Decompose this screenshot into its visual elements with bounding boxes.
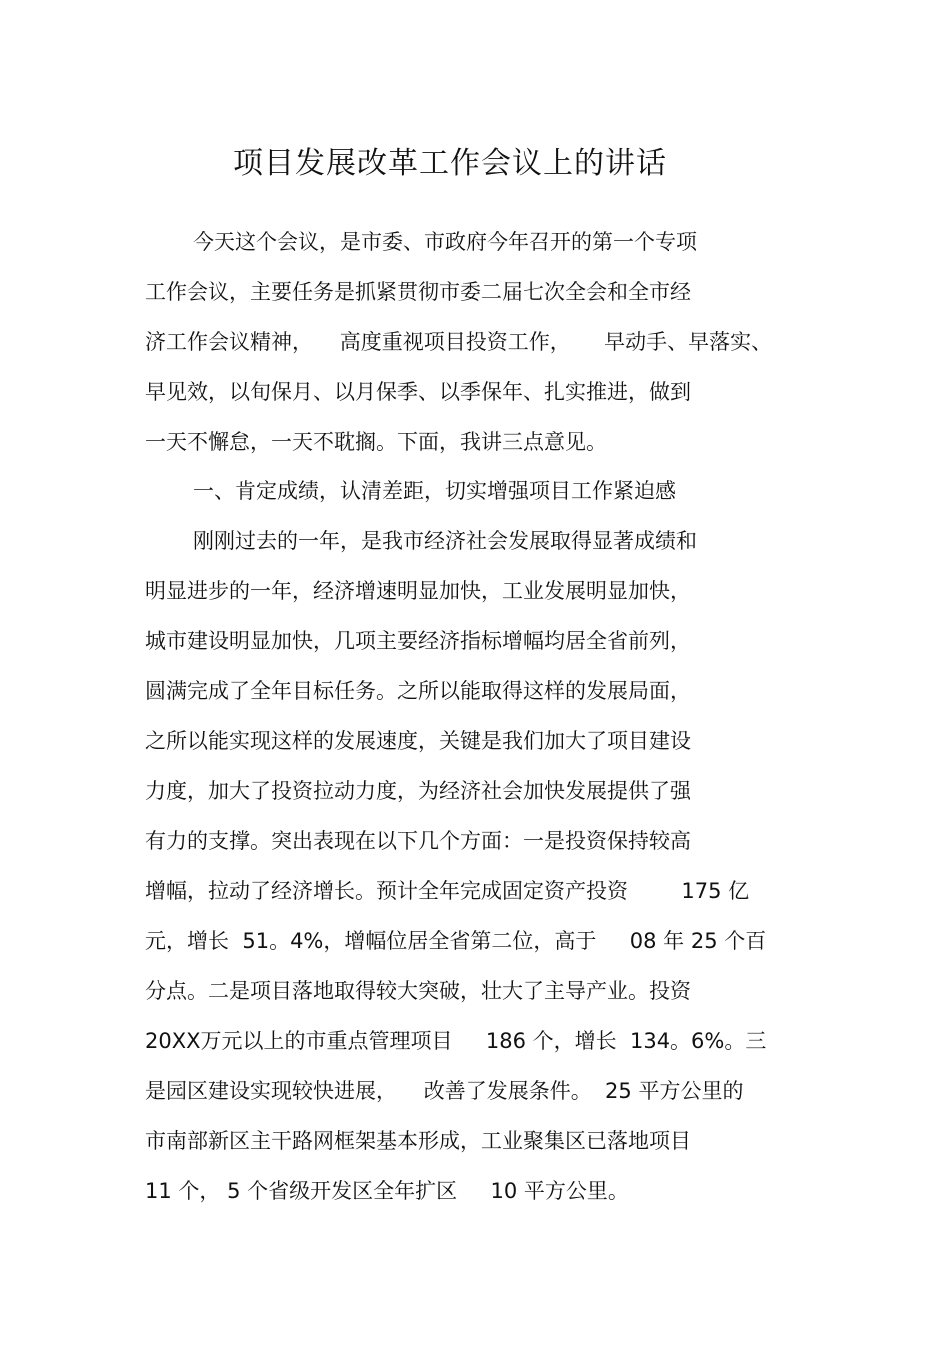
paragraph-line: 元，增长 51。4%，增幅位居全省第二位，高于 08 年 25 个百 — [145, 929, 767, 953]
section-heading: 一、肯定成绩，认清差距，切实增强项目工作紧迫感 — [193, 479, 676, 503]
paragraph-line: 早见效，以旬保月、以月保季、以季保年、扎实推进，做到 — [145, 380, 691, 404]
paragraph-line: 是园区建设实现较快进展， 改善了发展条件。 25 平方公里的 — [145, 1079, 744, 1103]
paragraph-line: 工作会议，主要任务是抓紧贯彻市委二届七次全会和全市经 — [145, 280, 691, 304]
paragraph-line: 力度，加大了投资拉动力度，为经济社会加快发展提供了强 — [145, 779, 691, 803]
paragraph-line: 今天这个会议，是市委、市政府今年召开的第一个专项 — [193, 230, 697, 254]
paragraph-line: 明显进步的一年，经济增速明显加快，工业发展明显加快， — [145, 579, 691, 603]
paragraph-line: 有力的支撑。突出表现在以下几个方面：一是投资保持较高 — [145, 829, 691, 853]
paragraph-line: 增幅，拉动了经济增长。预计全年完成固定资产投资 175 亿 — [145, 879, 750, 903]
document-title: 项目发展改革工作会议上的讲话 — [233, 146, 667, 182]
paragraph-line: 11 个， 5 个省级开发区全年扩区 10 平方公里。 — [145, 1179, 629, 1203]
paragraph-line: 20XX万元以上的市重点管理项目 186 个，增长 134。6%。三 — [145, 1029, 767, 1053]
paragraph-line: 刚刚过去的一年，是我市经济社会发展取得显著成绩和 — [193, 529, 697, 553]
paragraph-line: 城市建设明显加快，几项主要经济指标增幅均居全省前列， — [145, 629, 691, 653]
paragraph-line: 济工作会议精神， 高度重视项目投资工作， 早动手、早落实、 — [145, 330, 773, 354]
paragraph-line: 分点。二是项目落地取得较大突破，壮大了主导产业。投资 — [145, 979, 691, 1003]
paragraph-line: 市南部新区主干路网框架基本形成，工业聚集区已落地项目 — [145, 1129, 691, 1153]
paragraph-line: 一天不懈怠，一天不耽搁。下面，我讲三点意见。 — [145, 430, 607, 454]
paragraph-line: 圆满完成了全年目标任务。之所以能取得这样的发展局面， — [145, 679, 691, 703]
paragraph-line: 之所以能实现这样的发展速度，关键是我们加大了项目建设 — [145, 729, 691, 753]
